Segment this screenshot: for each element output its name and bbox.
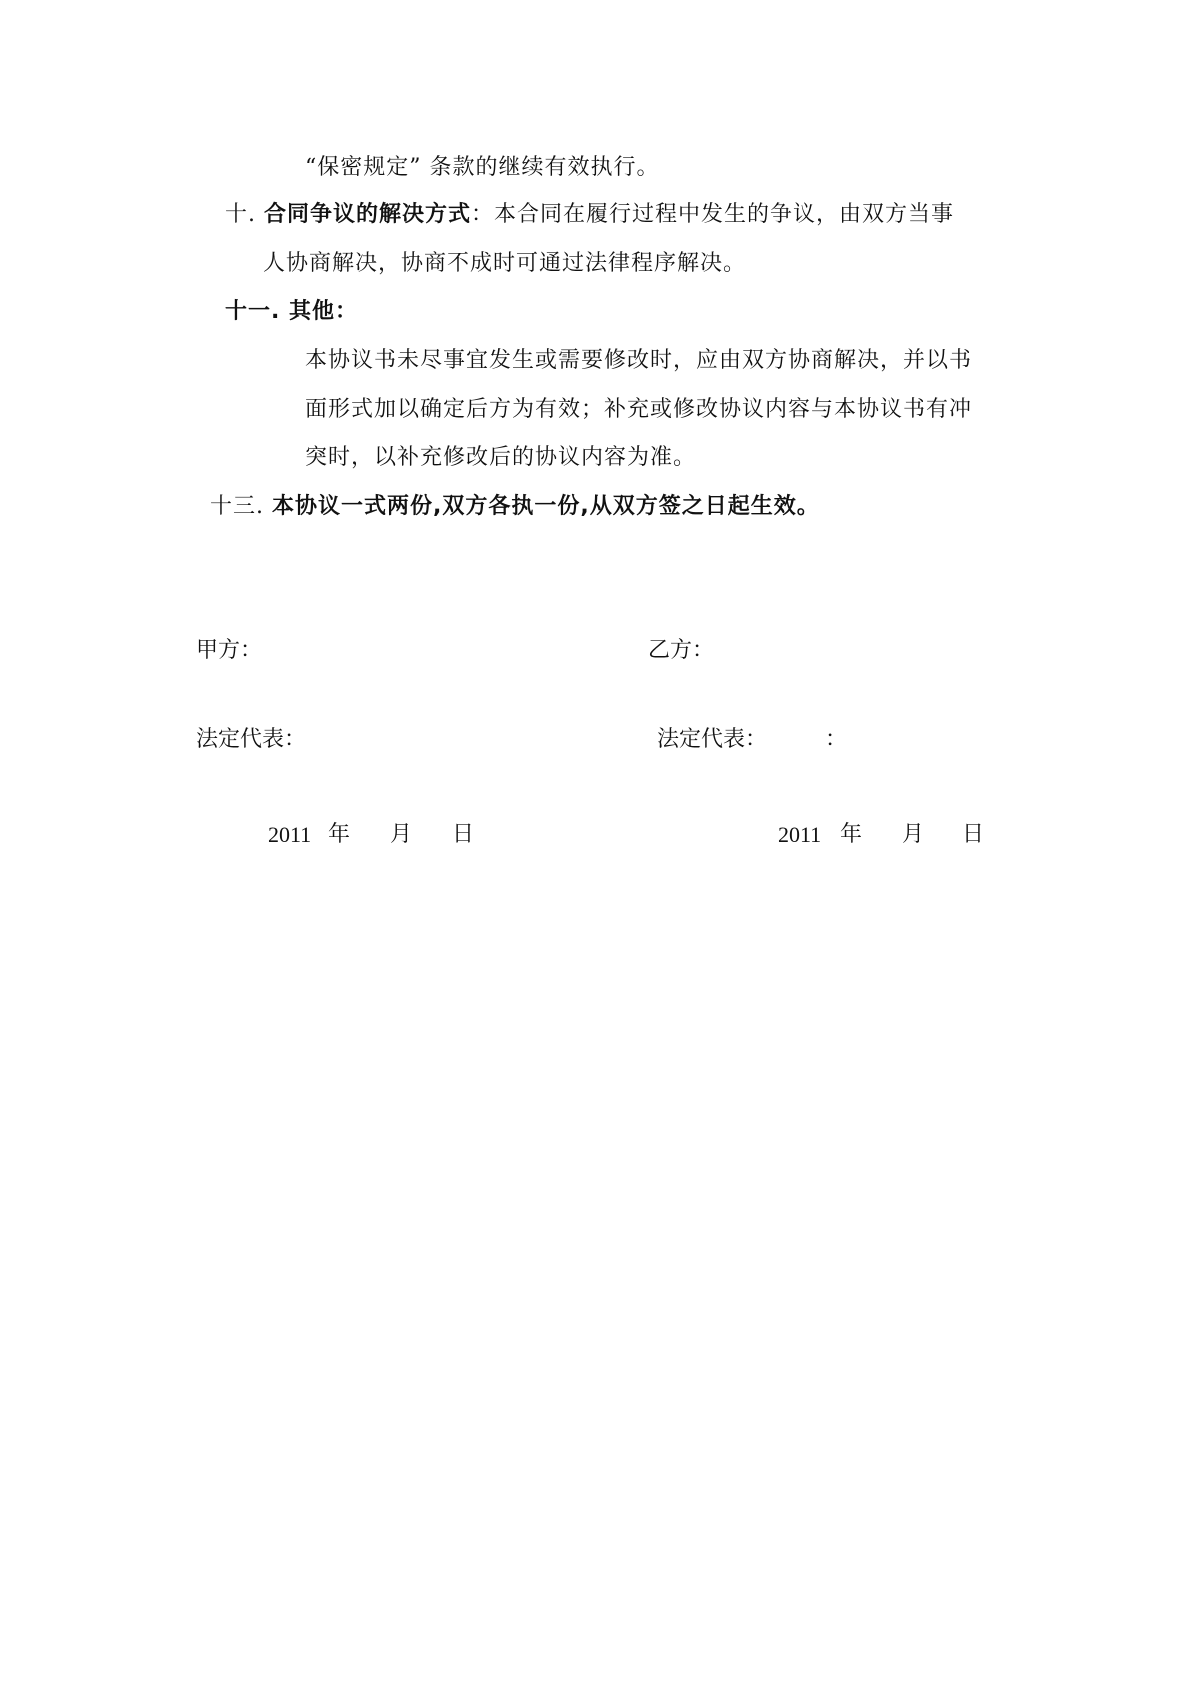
clause-13-number: 十三. (210, 494, 264, 519)
party-a-label: 甲方： (196, 638, 263, 663)
clause-13-text: 本协议一式两份,双方各执一份,从双方签之日起生效。 (272, 494, 820, 519)
party-b-label: 乙方： (648, 638, 715, 663)
party-b-rep-label: 法定代表： (657, 727, 768, 752)
clause-10-line2: 人协商解决，协商不成时可通过法律程序解决。 (263, 251, 747, 276)
clause-11-para-line1: 本协议书未尽事宜发生或需要修改时，应由双方协商解决，并以书 (305, 348, 973, 373)
clause-11-title: 其他： (289, 299, 359, 324)
clause-10-text-line1: ：本合同在履行过程中发生的争议，由双方当事 (471, 202, 955, 227)
party-a-day-unit: 日 (452, 822, 475, 847)
party-a-rep-label: 法定代表： (196, 727, 307, 752)
clause-10-number: 十. (225, 202, 256, 227)
clause-10-title: 合同争议的解决方式 (264, 202, 472, 227)
party-a-month-unit: 月 (390, 822, 413, 847)
party-a-year: 2011 (268, 822, 312, 847)
clause-11-para-line2: 面形式加以确定后方为有效；补充或修改协议内容与本协议书有冲 (305, 397, 973, 422)
party-b-year-unit: 年 (840, 822, 863, 847)
clause-continuation: “保密规定” 条款的继续有效执行。 (305, 155, 660, 180)
clause-11-heading (225, 297, 358, 327)
party-a-year-unit: 年 (328, 822, 351, 847)
party-b-day-unit: 日 (962, 822, 985, 847)
party-b-month-unit: 月 (902, 822, 925, 847)
party-b-year: 2011 (778, 822, 822, 847)
clause-13 (210, 492, 820, 522)
clause-11-number: 十一. (225, 299, 281, 324)
clause-11-para-line3: 突时，以补充修改后的协议内容为准。 (305, 445, 697, 470)
party-b-rep-colon: ： (825, 727, 848, 752)
clause-10-line1 (225, 200, 954, 230)
